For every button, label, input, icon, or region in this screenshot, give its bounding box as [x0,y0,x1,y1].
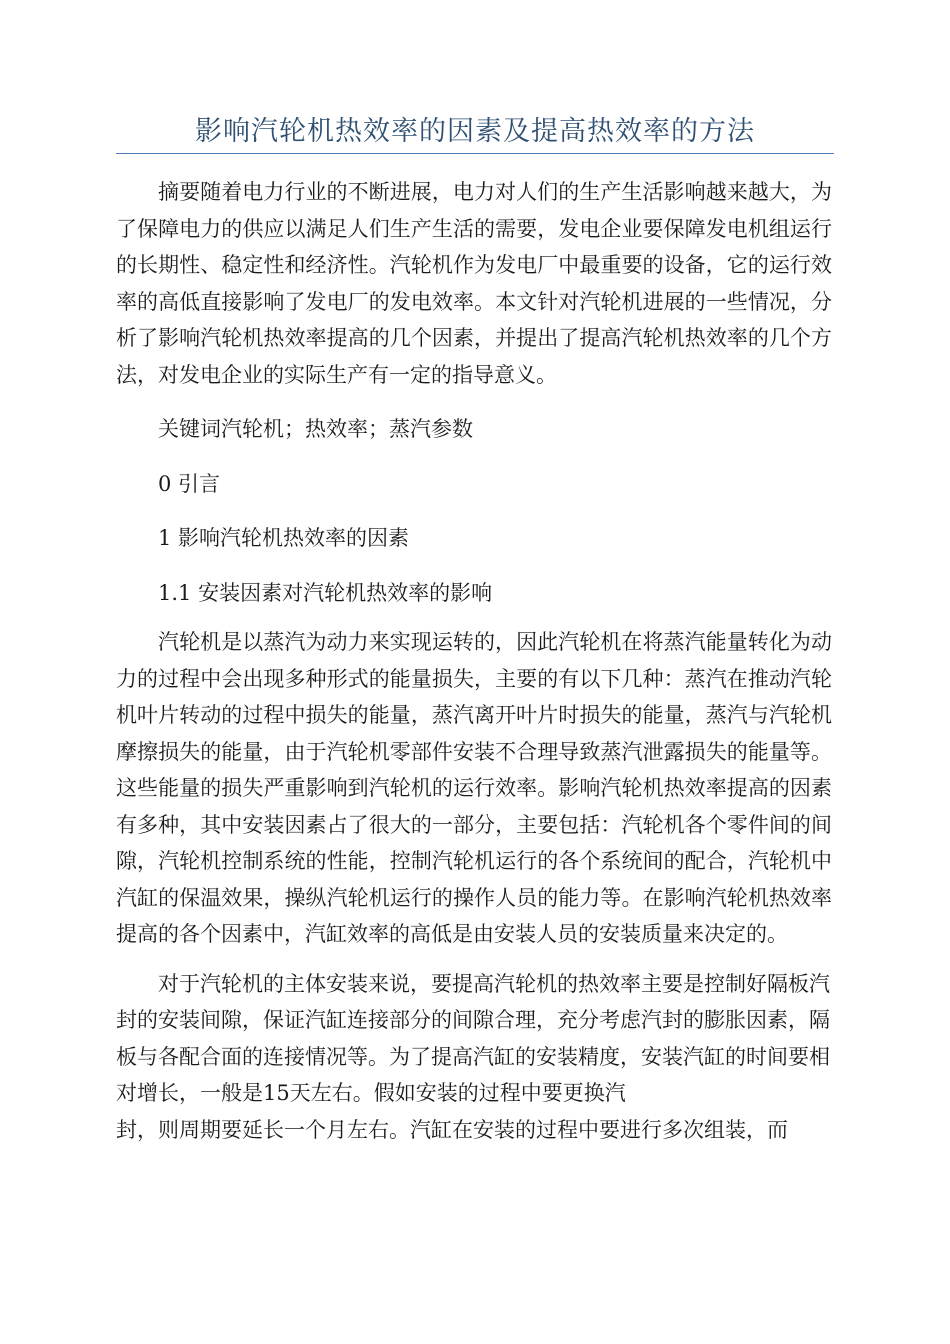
document-title: 影响汽轮机热效率的因素及提高热效率的方法 [195,116,755,147]
document-body [116,174,832,1148]
keywords-line: 关键词汽轮机；热效率；蒸汽参数 [158,417,473,441]
body-paragraph-2-continued: 封，则周期要延长一个月左右。汽缸在安装的过程中要进行多次组装，而 [116,1117,788,1142]
body-paragraph-2-start: 对于汽轮机的主体安装来说，要提高汽轮机的热效率主要是控制好隔板汽封的安装间隙，保证汽缸连接部分的间隙合理，充分考虑汽封的膨胀因素，隔板与各配合面的连接情况等。为了提高汽缸的安装精度，安装汽缸的时间要相对增长，一般是15天左右。假如安装的过程中要更换汽 [116,971,830,1105]
section-heading-1: 1 影响汽轮机热效率的因素 [158,526,410,550]
title-underline [116,153,834,154]
section-heading-0: 0 引言 [158,471,221,496]
section-heading-1-1: 1.1 安装因素对汽轮机热效率的影响 [158,580,493,605]
body-paragraph-1: 汽轮机是以蒸汽为动力来实现运转的，因此汽轮机在将蒸汽能量转化为动力的过程中会出现多种形式的能量损失，主要的有以下几种：蒸汽在推动汽轮机叶片转动的过程中损失的能量，蒸汽离开叶片时损失的能量，蒸汽与汽轮机摩擦损失的能量，由于汽轮机零部件安装不合理导致蒸汽泄露损失的能量等。这些能量的损失严重影响到汽轮机的运行效率。影响汽轮机热效率提高的因素有多种，其中安装因素占了很大的一部分，主要包括：汽轮机各个零件间的间隙，汽轮机控制系统的性能，控制汽轮机运行的各个系统间的配合，汽轮机中汽缸的保温效果，操纵汽轮机运行的操作人员的能力等。在影响汽轮机热效率提高的各个因素中，汽缸效率的高低是由安装人员的安装质量来决定的。 [116,630,832,946]
abstract-paragraph: 摘要随着电力行业的不断进展，电力对人们的生产生活影响越来越大，为了保障电力的供应以满足人们生产生活的需要，发电企业要保障发电机组运行的长期性、稳定性和经济性。汽轮机作为发电厂中最重要的设备，它的运行效率的高低直接影响了发电厂的发电效率。本文针对汽轮机进展的一些情况，分析了影响汽轮机热效率提高的几个因素，并提出了提高汽轮机热效率的几个方法，对发电企业的实际生产有一定的指导意义。 [116,180,832,387]
